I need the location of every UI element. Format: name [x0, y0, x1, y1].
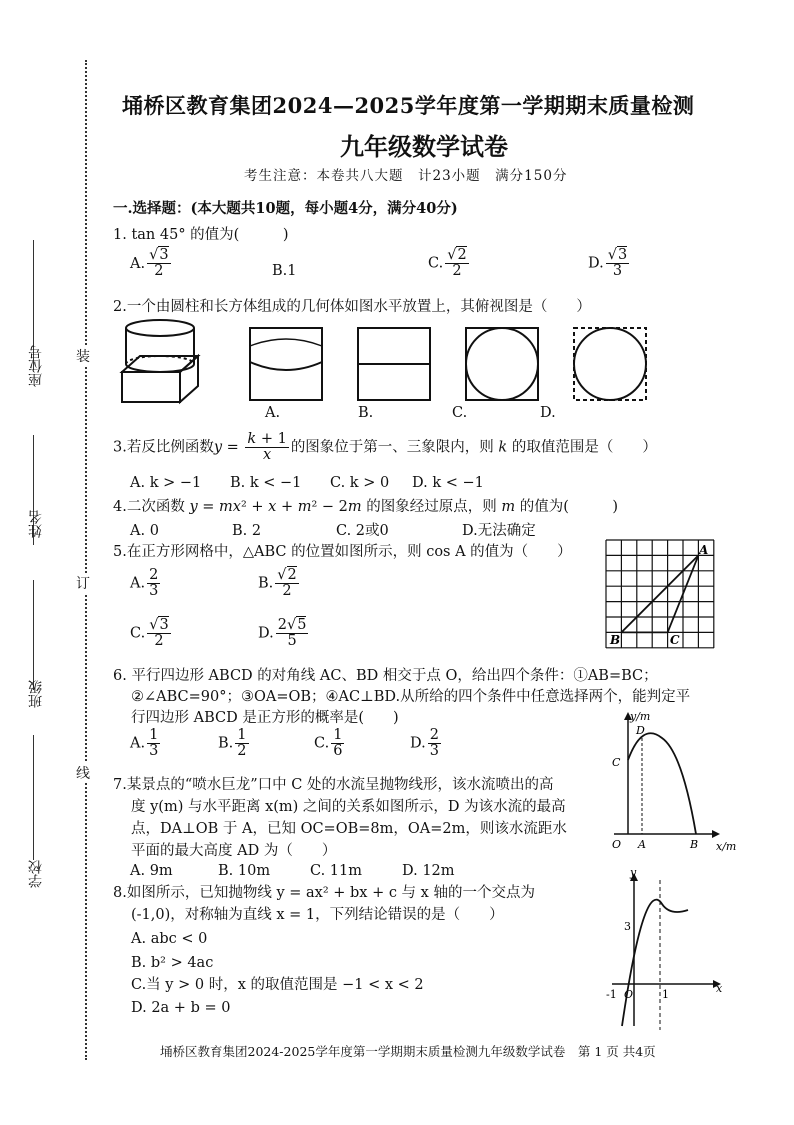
q2-label-c: C.: [452, 405, 468, 421]
q5-option-a: A. $\frac{2}{3}$: [130, 567, 159, 600]
q5-stem: 5.在正方形网格中，△ABC 的位置如图所示，则 cos A 的值为（ ）: [113, 544, 572, 560]
q2-view-a: [250, 328, 322, 400]
q4-stem: 4.二次函数 y = mx² + x + m² − 2m 的图象经过原点，则 m 的值为( ): [113, 499, 619, 515]
q3-option-a: A. k > −1: [130, 475, 202, 491]
q5-option-d: D. $\frac{2√5}{5}$: [258, 617, 307, 650]
q7-option-c: C. 11m: [310, 863, 362, 879]
q8-label-x: x: [716, 982, 723, 995]
class-label: 班级: [28, 680, 44, 708]
q8-label-1: 1: [662, 988, 669, 1001]
q7-label-x: x/m: [716, 840, 737, 853]
q7-line2: 度 y(m) 与水平距离 x(m) 之间的关系如图所示，D 为该水流的最高: [131, 799, 566, 815]
q2-view-b: [358, 328, 430, 400]
q8-line2: (-1,0)，对称轴为直线 x = 1，下列结论错误的是（ ）: [131, 907, 504, 923]
q6-option-c: C. $\frac{1}{6}$: [314, 727, 343, 760]
q1-options: [130, 247, 628, 280]
class-field: [33, 580, 34, 690]
exam-notice: 考生注意：本卷共八大题 计23小题 满分150分: [244, 168, 568, 184]
q7-line3: 点，DA⊥OB 于 A，已知 OC=OB=8m，OA=2m，则该水流距水: [131, 821, 567, 837]
q3-option-b: B. k < −1: [230, 475, 302, 491]
q2-label-d: D.: [540, 405, 556, 421]
q5-label-c: C: [670, 633, 680, 647]
q6-option-d: D. $\frac{2}{3}$: [410, 727, 439, 760]
q3-stem: 3.若反比例函数y = $\frac{k + 1}{x}$ 的图象位于第一、三象限内，则 k 的取值范围是（ ）: [113, 431, 657, 464]
q3-option-c: C. k > 0: [330, 475, 390, 491]
seal-char-ding: 订: [76, 573, 90, 593]
q2-view-d: [574, 328, 646, 400]
q7-line1: 7.某景点的“喷水巨龙”口中 C 处的水流呈抛物线形，该水流喷出的高: [113, 777, 554, 793]
q8-label-3: 3: [624, 920, 631, 933]
school-field: [33, 735, 34, 860]
q8-graph: [604, 866, 728, 1034]
q2-label-a: A.: [265, 405, 281, 421]
q8-option-d: D. 2a + b = 0: [131, 1000, 231, 1016]
q2-solid-figure: [122, 320, 198, 402]
q4-option-c: C. 2或0: [336, 523, 389, 539]
q7-label-b: B: [690, 838, 699, 851]
exam-title: 埇桥区教育集团2024—2025学年度第一学期期末质量检测: [122, 93, 695, 118]
q4-option-b: B. 2: [232, 523, 262, 539]
q5-grid-figure: [604, 538, 716, 650]
q5-option-c: C. $\frac{√3}{2}$: [130, 617, 169, 650]
q6-line1: 6. 平行四边形 ABCD 的对角线 AC、BD 相交于点 O，给出四个条件：①AB=BC；: [113, 668, 658, 684]
q1-option-d: D. $\frac{√3}{3}$: [588, 247, 628, 280]
exam-subtitle: 九年级数学试卷: [340, 132, 508, 161]
q7-line4: 平面的最大高度 AD 为（ ）: [131, 843, 337, 859]
q1-stem: 1. tan 45° 的值为( ): [113, 227, 289, 243]
seal-char-zhuang: 装: [76, 346, 90, 366]
q1-option-a: A. $\frac{√3}{2}$: [130, 247, 169, 280]
page-footer: 埇桥区教育集团2024-2025学年度第一学期期末质量检测九年级数学试卷 第 1 页 共4页: [160, 1044, 656, 1059]
q7-label-c: C: [612, 756, 621, 769]
q6-line2: ②∠ABC=90°；③OA=OB；④AC⊥BD.从所给的四个条件中任意选择两个，能判定平: [131, 689, 691, 705]
name-label: 姓名: [28, 510, 44, 538]
q8-label-y: y: [630, 866, 637, 879]
q7-label-y: y/m: [630, 710, 651, 723]
q4-option-d: D.无法确定: [462, 523, 536, 539]
q6-option-a: A. $\frac{1}{3}$: [130, 727, 159, 760]
school-label: 学校: [28, 860, 44, 888]
q1-option-b: B.1: [272, 263, 297, 279]
q6-option-b: B. $\frac{1}{2}$: [218, 727, 247, 760]
q7-option-d: D. 12m: [402, 863, 455, 879]
q3-option-d: D. k < −1: [412, 475, 484, 491]
binding-dotted-line: [85, 60, 87, 1060]
q2-view-c: [466, 328, 538, 400]
q8-option-c: C.当 y > 0 时，x 的取值范围是 −1 < x < 2: [131, 977, 424, 993]
q8-label-neg1: -1: [606, 988, 617, 1001]
section1-heading: 一.选择题：(本大题共10题，每小题4分，满分40分): [113, 200, 458, 217]
q2-stem: 2.一个由圆柱和长方体组成的几何体如图水平放置上，其俯视图是（ ）: [113, 299, 591, 315]
q7-option-a: A. 9m: [130, 863, 173, 879]
q1-option-c: C. $\frac{√2}{2}$: [428, 247, 467, 280]
q6-line3: 行四边形 ABCD 是正方形的概率是( ): [131, 710, 399, 726]
q7-label-a: A: [638, 838, 646, 851]
q5-label-a: A: [699, 543, 709, 557]
q2-figures: [110, 318, 650, 424]
q8-option-b: B. b² > 4ac: [131, 955, 214, 971]
q7-option-b: B. 10m: [218, 863, 271, 879]
q7-label-o: O: [612, 838, 622, 851]
q5-triangle: [621, 555, 698, 632]
q8-line1: 8.如图所示，已知抛物线 y = ax² + bx + c 与 x 轴的一个交点为: [113, 885, 535, 901]
seat-number-label: 座位号: [28, 345, 44, 387]
q4-option-a: A. 0: [130, 523, 159, 539]
q7-label-d: D: [636, 724, 645, 737]
q5-label-b: B: [610, 633, 621, 647]
q8-label-o: O: [624, 988, 634, 1001]
q8-option-a: A. abc < 0: [131, 931, 208, 947]
seal-char-xian: 线: [76, 763, 90, 783]
q7-graph: [604, 708, 744, 854]
q2-label-b: B.: [358, 405, 374, 421]
q8-parabola: [622, 900, 688, 1026]
q5-option-b: B. $\frac{√2}{2}$: [258, 567, 297, 600]
q7-parabola: [628, 733, 696, 834]
